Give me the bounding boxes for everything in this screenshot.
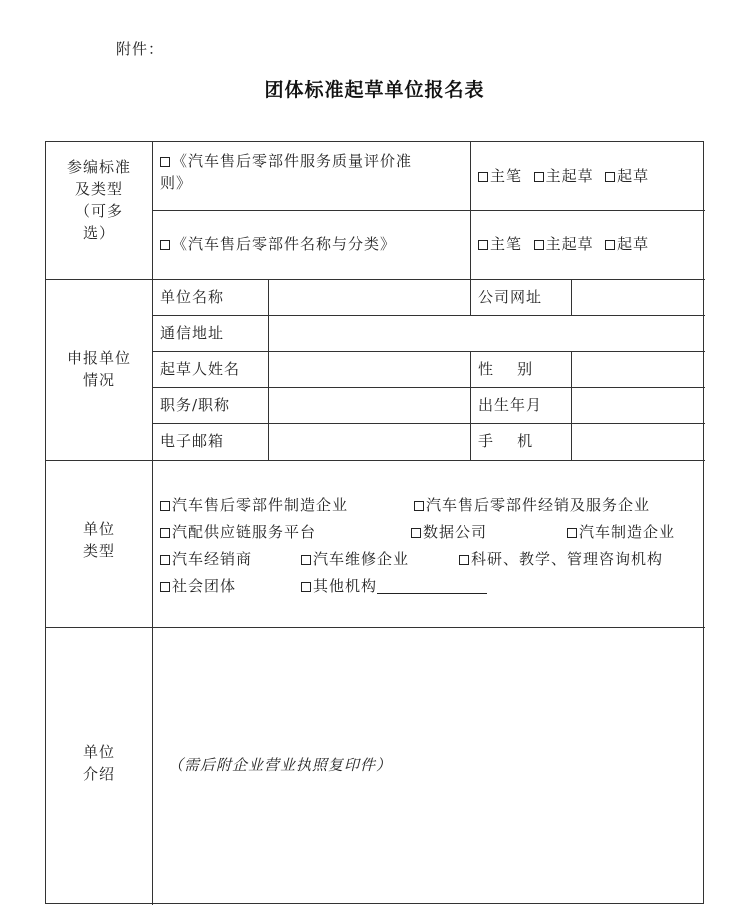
birth-label: 出生年月 (478, 396, 543, 414)
phone-label: 手 机 (478, 432, 534, 450)
checkbox-icon[interactable] (567, 528, 577, 538)
standard-option-1[interactable]: 《汽车售后零部件服务质量评价准 则》 (160, 152, 413, 192)
standards-label: 参编标准 及类型 （可多 选） (66, 158, 131, 242)
checkbox-icon[interactable] (160, 240, 170, 250)
checkbox-icon[interactable] (605, 172, 615, 182)
intro-note: （需后附企业营业执照复印件） (168, 756, 393, 774)
standard-option-2[interactable]: 《汽车售后零部件名称与分类》 (160, 233, 396, 255)
gender-field[interactable] (572, 352, 704, 386)
unit-type-option[interactable]: 汽车售后零部件制造企业 (160, 494, 348, 516)
unit-type-option-other[interactable]: 其他机构 (301, 575, 487, 597)
gender-label: 性 别 (478, 360, 534, 378)
checkbox-icon[interactable] (411, 528, 421, 538)
registration-form-table (45, 141, 704, 904)
email-field[interactable] (269, 424, 469, 459)
role-option-main-drafter[interactable]: 主起草 (534, 167, 594, 185)
checkbox-icon[interactable] (301, 582, 311, 592)
address-field[interactable] (269, 316, 704, 350)
applicant-label: 申报单位 情况 (66, 349, 131, 389)
checkbox-icon[interactable] (459, 555, 469, 565)
position-field[interactable] (269, 388, 469, 422)
right-label-column-divider (470, 279, 471, 315)
unit-type-option[interactable]: 社会团体 (160, 575, 236, 597)
checkbox-icon[interactable] (534, 172, 544, 182)
unit-type-option[interactable]: 汽车维修企业 (301, 548, 409, 570)
drafter-name-field[interactable] (269, 352, 469, 386)
checkbox-icon[interactable] (605, 240, 615, 250)
phone-field[interactable] (572, 424, 704, 459)
intro-label: 单位 介绍 (82, 743, 115, 783)
checkbox-icon[interactable] (160, 528, 170, 538)
unit-type-option[interactable]: 科研、教学、管理咨询机构 (459, 548, 663, 570)
checkbox-icon[interactable] (478, 172, 488, 182)
standard-2-roles (478, 233, 649, 255)
checkbox-icon[interactable] (414, 501, 424, 511)
unit-type-option[interactable]: 汽车售后零部件经销及服务企业 (414, 494, 650, 516)
birth-field[interactable] (572, 388, 704, 422)
section-divider (46, 460, 705, 461)
intro-field[interactable] (153, 628, 704, 904)
other-institution-blank[interactable] (377, 578, 487, 594)
role-option-drafter[interactable]: 起草 (605, 235, 649, 253)
website-label: 公司网址 (478, 288, 543, 306)
unit-type-label: 单位 类型 (82, 520, 115, 560)
role-option-lead[interactable]: 主笔 (478, 235, 522, 253)
checkbox-icon[interactable] (160, 555, 170, 565)
standard-1-roles (478, 165, 649, 187)
unit-name-field[interactable] (269, 280, 469, 314)
unit-type-option[interactable]: 汽配供应链服务平台 (160, 521, 316, 543)
unit-type-option[interactable]: 汽车制造企业 (567, 521, 675, 543)
checkbox-icon[interactable] (160, 582, 170, 592)
address-label: 通信地址 (160, 324, 225, 342)
email-label: 电子邮箱 (160, 432, 225, 450)
checkbox-icon[interactable] (301, 555, 311, 565)
drafter-name-label: 起草人姓名 (160, 360, 241, 378)
checkbox-icon[interactable] (160, 157, 170, 167)
unit-type-option[interactable]: 汽车经销商 (160, 548, 252, 570)
role-option-main-drafter[interactable]: 主起草 (534, 235, 594, 253)
checkbox-icon[interactable] (534, 240, 544, 250)
unit-name-label: 单位名称 (160, 288, 225, 306)
role-column-divider (470, 142, 471, 279)
role-option-drafter[interactable]: 起草 (605, 167, 649, 185)
website-field[interactable] (572, 280, 704, 314)
checkbox-icon[interactable] (160, 501, 170, 511)
position-label: 职务/职称 (160, 396, 231, 414)
role-option-lead[interactable]: 主笔 (478, 167, 522, 185)
attachment-label: 附件： (116, 40, 165, 58)
right-label-column-divider (470, 351, 471, 460)
form-title: 团体标准起草单位报名表 (264, 79, 485, 101)
row-divider (152, 210, 705, 211)
checkbox-icon[interactable] (478, 240, 488, 250)
unit-type-option[interactable]: 数据公司 (411, 521, 487, 543)
